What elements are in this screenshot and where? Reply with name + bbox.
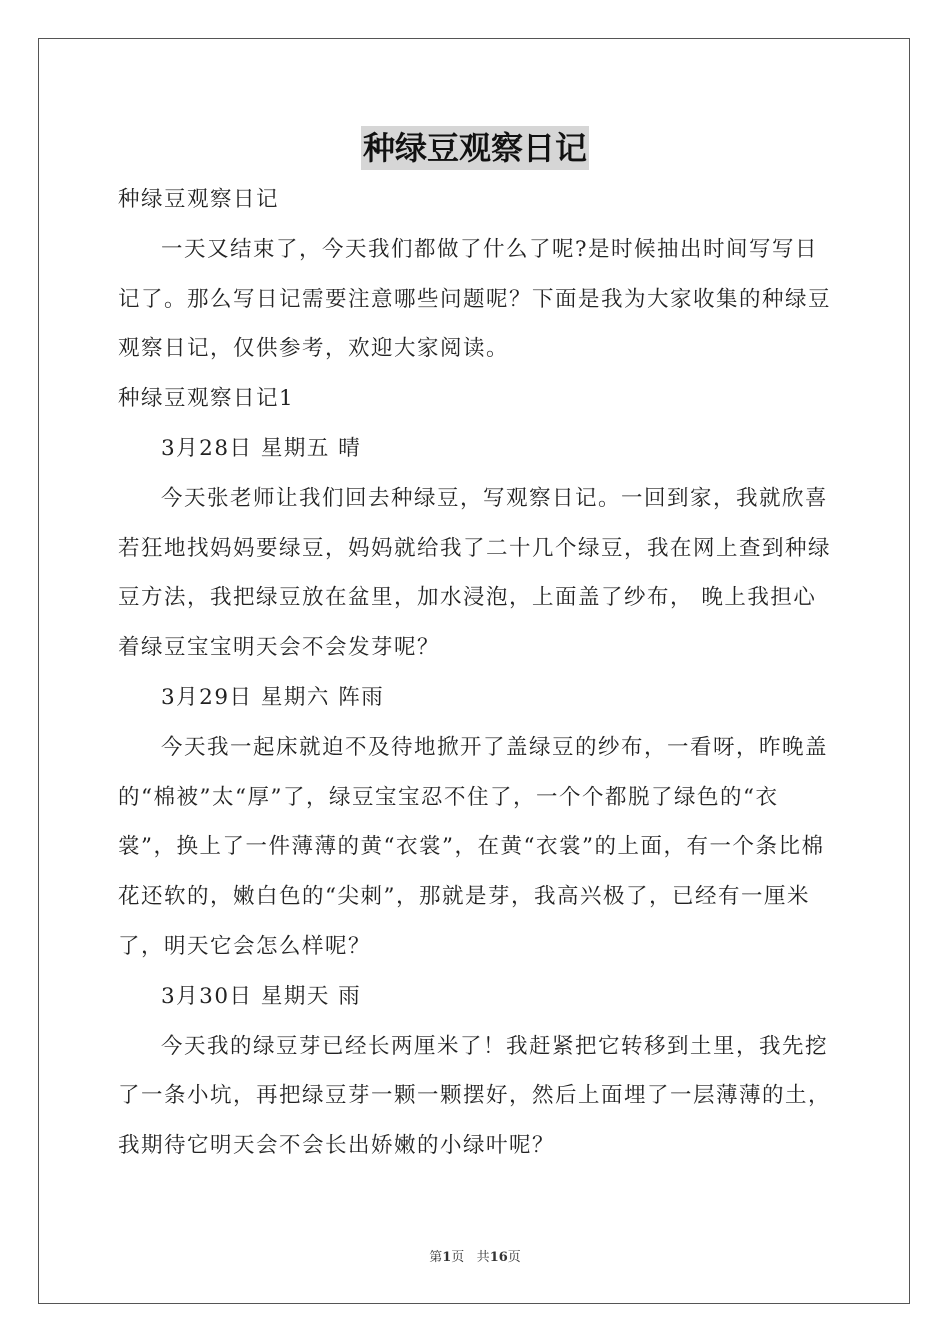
total-prefix: 共 (476, 1250, 490, 1265)
diary-date-line: 3月29日 星期六 阵雨 (161, 684, 385, 710)
total-suffix: 页 (507, 1250, 521, 1265)
paragraph: 一天又结束了，今天我们都做了什么了呢?是时候抽出时间写写日记了。那么写日记需要注意哪些问题呢？下面是我为大家收集的种绿豆观察日记，仅供参考，欢迎大家阅读。 (118, 236, 832, 362)
title-container (0, 126, 950, 170)
document-body (118, 175, 834, 1171)
paragraph: 今天张老师让我们回去种绿豆，写观察日记。一回到家，我就欣喜若狂地找妈妈要绿豆，妈妈就给我了二十几个绿豆，我在网上查到种绿豆方法，我把绿豆放在盆里，加水浸泡，上面盖了纱布， 晚上我担心着绿豆宝宝明天会不会发芽呢？ (118, 485, 832, 661)
page-prefix: 第 (429, 1250, 443, 1265)
diary-date-line: 3月28日 星期五 晴 (161, 435, 362, 461)
page-suffix: 页 (451, 1250, 465, 1265)
paragraph: 今天我的绿豆芽已经长两厘米了！我赶紧把它转移到土里，我先挖了一条小坑，再把绿豆芽一颗一颗摆好，然后上面埋了一层薄薄的土，我期待它明天会不会长出娇嫩的小绿叶呢？ (118, 1033, 832, 1159)
diary-date-line: 3月30日 星期天 雨 (161, 983, 362, 1009)
section-heading: 种绿豆观察日记1 (118, 386, 295, 412)
paragraph: 种绿豆观察日记 (118, 187, 280, 212)
page-number: 1 (442, 1250, 452, 1265)
document-title: 种绿豆观察日记 (361, 126, 589, 170)
page-footer (0, 1246, 950, 1265)
paragraph: 今天我一起床就迫不及待地掀开了盖绿豆的纱布，一看呀，昨晚盖的“棉被”太“厚”了，绿豆宝宝忍不住了，一个个都脱了绿色的“衣裳”，换上了一件薄薄的黄“衣裳”，在黄“衣裳”的上面，有一个条比棉花还软的，嫩白色的“尖刺”，那就是芽，我高兴极了，已经有一厘米了，明天它会怎么样呢？ (118, 734, 829, 959)
total-pages: 16 (489, 1250, 508, 1265)
